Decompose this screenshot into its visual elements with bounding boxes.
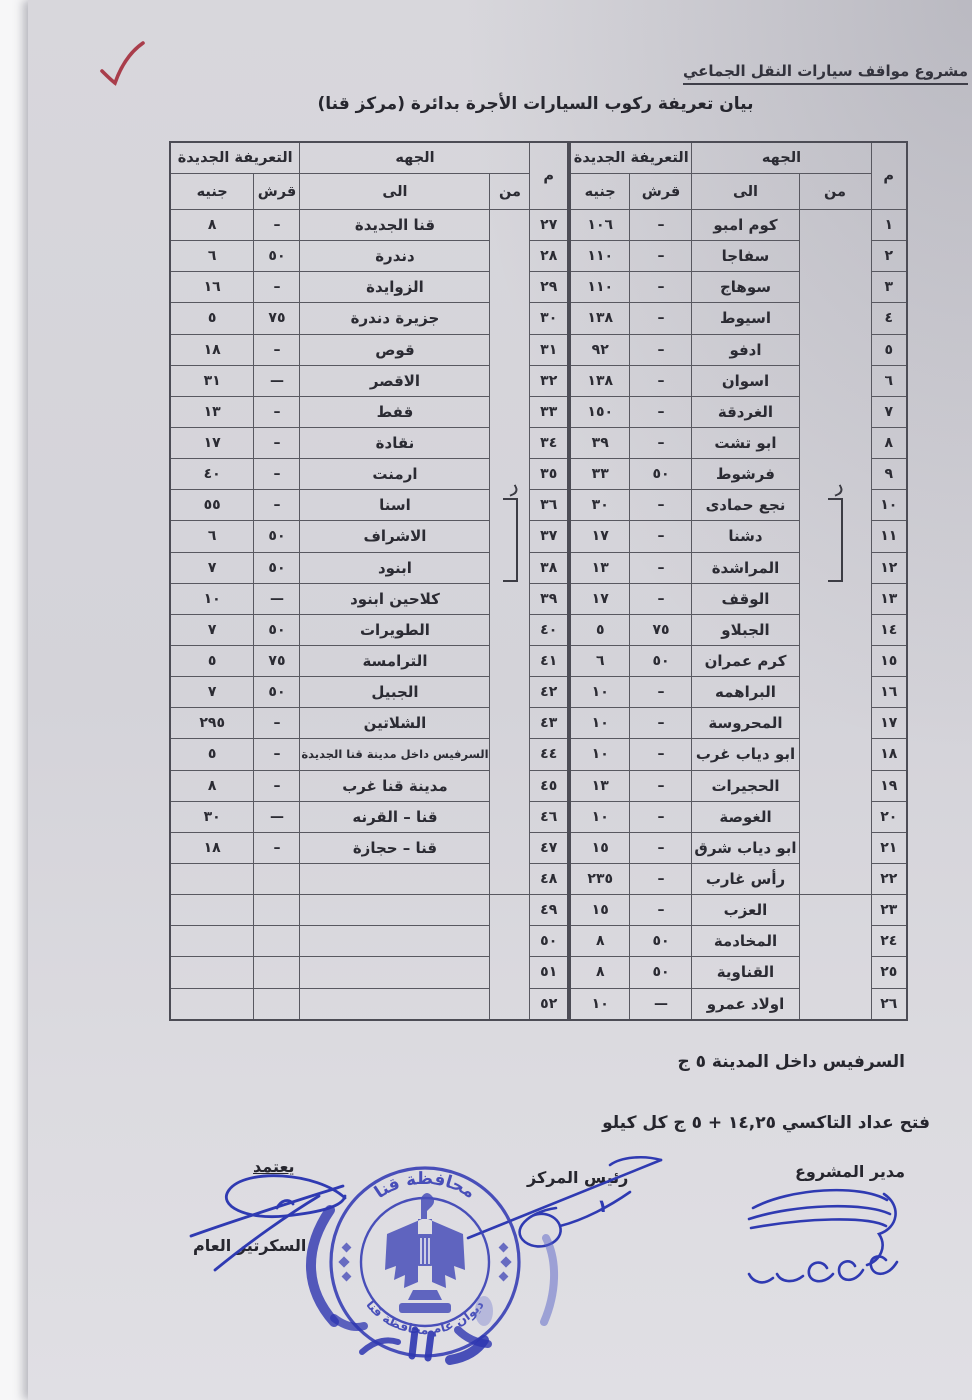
cell-no: ٤٣: [530, 708, 568, 739]
cell-to: [300, 895, 490, 926]
cell-to: ابو دياب شرق: [692, 832, 799, 863]
cell-qirsh: —: [630, 988, 692, 1020]
cell-no: ٢٤: [871, 926, 907, 957]
cell-no: ٤١: [530, 645, 568, 676]
cell-no: ٥١: [530, 957, 568, 988]
cell-to: الحجيرات: [692, 770, 799, 801]
cell-no: ١١: [871, 521, 907, 552]
cell-qirsh: ٥٠: [630, 459, 692, 490]
column-header-from: من: [490, 174, 530, 210]
cell-qirsh: ٧٥: [254, 303, 300, 334]
cell-qirsh: —: [254, 583, 300, 614]
cell-to: قنا – حجازة: [300, 832, 490, 863]
cell-to: قوص: [300, 334, 490, 365]
cell-no: ١٧: [871, 708, 907, 739]
cell-no: ٣٤: [530, 427, 568, 458]
handwritten-one-mark: ١: [597, 1196, 608, 1217]
cell-qirsh: –: [254, 490, 300, 521]
stamp-top-text: محافظة قنا: [370, 1168, 479, 1203]
cell-to: اولاد عمرو: [692, 988, 799, 1020]
cell-to: الجبيل: [300, 677, 490, 708]
cell-qirsh: –: [630, 521, 692, 552]
cell-to: مدينة قنا غرب: [300, 770, 490, 801]
secretary-general-label: السكرتير العام: [193, 1236, 307, 1255]
cell-no: ٧: [871, 396, 907, 427]
cell-pound: ١٠: [570, 677, 630, 708]
handwritten-bracket-mark: [503, 498, 518, 582]
cell-no: ١٤: [871, 614, 907, 645]
cell-from-merged: [799, 895, 871, 1020]
cell-qirsh: ٧٥: [254, 645, 300, 676]
fare-table-left-header: [170, 142, 568, 210]
cell-no: ٢٥: [871, 957, 907, 988]
column-header-direction: الجهه: [692, 142, 871, 174]
taxi-meter-note: فتح عداد التاكسي ١٤,٢٥ + ٥ ج كل كيلو: [602, 1113, 930, 1133]
cell-no: ١٩: [871, 770, 907, 801]
cell-pound: ٦: [170, 521, 254, 552]
cell-pound: ١٨: [170, 832, 254, 863]
cell-no: ٢٢: [871, 863, 907, 894]
cell-to: المراشدة: [692, 552, 799, 583]
cell-pound: ٦: [570, 645, 630, 676]
cell-no: ٢٣: [871, 895, 907, 926]
cell-to: الغوصة: [692, 801, 799, 832]
cell-no: ١٥: [871, 645, 907, 676]
column-header-qirsh: قرش: [630, 174, 692, 210]
cell-qirsh: [254, 988, 300, 1020]
cell-no: ٢: [871, 241, 907, 272]
approval-label: يعتمد: [253, 1157, 295, 1176]
cell-no: ٤٦: [530, 801, 568, 832]
cell-pound: ١١٠: [570, 241, 630, 272]
cell-pound: ١٣٨: [570, 303, 630, 334]
cell-pound: ٦: [170, 241, 254, 272]
cell-pound: ١٥٠: [570, 396, 630, 427]
cell-pound: ١٧: [570, 521, 630, 552]
project-manager-signature-ink: [735, 1178, 915, 1298]
cell-to: ارمنت: [300, 459, 490, 490]
cell-pound: ٥٥: [170, 490, 254, 521]
cell-to: السرفيس داخل مدينة قنا الجديدة: [300, 739, 490, 770]
cell-no: ٣٧: [530, 521, 568, 552]
cell-to: [300, 957, 490, 988]
column-header-to: الى: [692, 174, 799, 210]
cell-to: الوقف: [692, 583, 799, 614]
cell-to: رأس غارب: [692, 863, 799, 894]
cell-no: ٢٧: [530, 210, 568, 241]
cell-qirsh: –: [630, 708, 692, 739]
page-title: [313, 94, 758, 114]
cell-to: جزيرة دندرة: [300, 303, 490, 334]
cell-qirsh: ٥٠: [254, 241, 300, 272]
cell-qirsh: –: [254, 832, 300, 863]
cell-no: ٤: [871, 303, 907, 334]
column-header-pound: جنيه: [570, 174, 630, 210]
cell-to: قنا الجديدة: [300, 210, 490, 241]
stamp-bottom-text: ديوان عام محافظة قنا: [363, 1297, 487, 1338]
cell-qirsh: —: [254, 365, 300, 396]
cell-pound: [170, 926, 254, 957]
cell-no: ١٠: [871, 490, 907, 521]
ink-smudge-right: [536, 1232, 570, 1332]
cell-qirsh: –: [254, 770, 300, 801]
column-header-from: من: [799, 174, 871, 210]
cell-qirsh: —: [254, 801, 300, 832]
cell-qirsh: –: [254, 210, 300, 241]
cell-to: [300, 863, 490, 894]
cell-qirsh: [254, 926, 300, 957]
cell-qirsh: –: [254, 272, 300, 303]
cell-qirsh: –: [254, 396, 300, 427]
cell-qirsh: –: [630, 739, 692, 770]
cell-from-merged: [799, 210, 871, 895]
cell-no: ٢٦: [871, 988, 907, 1020]
cell-no: ٣١: [530, 334, 568, 365]
cell-qirsh: [254, 895, 300, 926]
cell-qirsh: ٥٠: [630, 957, 692, 988]
cell-qirsh: [254, 957, 300, 988]
cell-no: ٩: [871, 459, 907, 490]
cell-to: القناوية: [692, 957, 799, 988]
cell-to: المخادمة: [692, 926, 799, 957]
cell-to: دشنا: [692, 521, 799, 552]
cell-to: الطويرات: [300, 614, 490, 645]
column-header-new-tariff: التعريفة الجديدة: [570, 142, 692, 174]
cell-qirsh: ٥٠: [630, 645, 692, 676]
cell-pound: ١٠٦: [570, 210, 630, 241]
cell-qirsh: ٥٠: [630, 926, 692, 957]
cell-qirsh: –: [630, 583, 692, 614]
cell-no: ٢٠: [871, 801, 907, 832]
cell-no: ٣٦: [530, 490, 568, 521]
cell-pound: ٥: [170, 645, 254, 676]
column-header-to: الى: [300, 174, 490, 210]
cell-to: فرشوط: [692, 459, 799, 490]
cell-pound: ١٧: [170, 427, 254, 458]
cell-no: ١٢: [871, 552, 907, 583]
cell-qirsh: –: [630, 770, 692, 801]
cell-qirsh: –: [630, 490, 692, 521]
cell-no: ٢١: [871, 832, 907, 863]
cell-qirsh: –: [630, 832, 692, 863]
cell-pound: [170, 895, 254, 926]
cell-qirsh: –: [254, 459, 300, 490]
cell-qirsh: –: [630, 895, 692, 926]
cell-to: كرم عمران: [692, 645, 799, 676]
cell-pound: ٤٠: [170, 459, 254, 490]
cell-no: ١٣: [871, 583, 907, 614]
cell-to: اسنا: [300, 490, 490, 521]
table-row: [170, 210, 568, 241]
cell-qirsh: ٥٠: [254, 552, 300, 583]
cell-pound: ١٧: [570, 583, 630, 614]
cell-pound: ٥: [170, 303, 254, 334]
cell-to: سفاجا: [692, 241, 799, 272]
cell-no: ٢٩: [530, 272, 568, 303]
cell-to: ابو دياب غرب: [692, 739, 799, 770]
cell-no: ٣٩: [530, 583, 568, 614]
column-header-number: م: [530, 142, 568, 210]
cell-to: كوم امبو: [692, 210, 799, 241]
cell-to: سوهاج: [692, 272, 799, 303]
cell-pound: ٣٠: [570, 490, 630, 521]
cell-pound: ٨: [570, 926, 630, 957]
cell-qirsh: ٥٠: [254, 677, 300, 708]
cell-pound: ١١٠: [570, 272, 630, 303]
cell-no: ٣٣: [530, 396, 568, 427]
cell-to: الزوايدة: [300, 272, 490, 303]
cell-no: ٥٠: [530, 926, 568, 957]
cell-to: دندرة: [300, 241, 490, 272]
cell-to: الاقصر: [300, 365, 490, 396]
column-header-number: م: [871, 142, 907, 210]
center-head-label: رئيس المركز: [527, 1168, 629, 1187]
handwritten-bracket-mark: [828, 498, 843, 582]
cell-pound: ٧: [170, 552, 254, 583]
cell-pound: ١٣٨: [570, 365, 630, 396]
cell-no: ١٨: [871, 739, 907, 770]
cell-qirsh: ٥٠: [254, 521, 300, 552]
cell-pound: ١٠: [570, 739, 630, 770]
cell-no: ١٦: [871, 677, 907, 708]
red-checkmark: [95, 40, 147, 94]
scanned-document-page: [28, 0, 972, 1400]
cell-pound: ١٠: [570, 708, 630, 739]
cell-to: البراهمه: [692, 677, 799, 708]
table-row: [570, 210, 907, 241]
cell-pound: ٩٢: [570, 334, 630, 365]
cell-qirsh: ٥٠: [254, 614, 300, 645]
cell-pound: ٣٠: [170, 801, 254, 832]
cell-to: الجبلاو: [692, 614, 799, 645]
cell-to: نقادة: [300, 427, 490, 458]
cell-pound: ٨: [570, 957, 630, 988]
cell-pound: ١٠: [170, 583, 254, 614]
column-header-new-tariff: التعريفة الجديدة: [170, 142, 300, 174]
cell-to: العزب: [692, 895, 799, 926]
cell-pound: ١٥: [570, 895, 630, 926]
cell-no: ٣: [871, 272, 907, 303]
fare-table-left-body: [170, 210, 568, 1021]
cell-to: اسوان: [692, 365, 799, 396]
cell-to: قفط: [300, 396, 490, 427]
fare-table-right: [569, 141, 908, 1021]
cell-pound: ٧: [170, 677, 254, 708]
cell-to: الشلاتين: [300, 708, 490, 739]
cell-no: ٣٥: [530, 459, 568, 490]
cell-qirsh: –: [630, 303, 692, 334]
cell-pound: ١٨: [170, 334, 254, 365]
project-manager-label: مدير المشروع: [794, 1162, 905, 1181]
cell-pound: ١٦: [170, 272, 254, 303]
cell-no: ٤٠: [530, 614, 568, 645]
cell-pound: ٨: [170, 770, 254, 801]
cell-from-merged: [490, 895, 530, 1020]
cell-no: ٥٢: [530, 988, 568, 1020]
cell-no: ٣٢: [530, 365, 568, 396]
cell-to: الاشراف: [300, 521, 490, 552]
cell-to: نجع حمادى: [692, 490, 799, 521]
cell-pound: ٣٩: [570, 427, 630, 458]
cell-pound: ٣٣: [570, 459, 630, 490]
cell-no: ١: [871, 210, 907, 241]
cell-to: [300, 988, 490, 1020]
cell-qirsh: –: [630, 677, 692, 708]
cell-pound: ١٠: [570, 801, 630, 832]
cell-to: ابو تشت: [692, 427, 799, 458]
cell-qirsh: –: [630, 334, 692, 365]
cell-to: المحروسة: [692, 708, 799, 739]
cell-qirsh: –: [254, 739, 300, 770]
cell-qirsh: –: [630, 863, 692, 894]
cell-to: الغردقة: [692, 396, 799, 427]
cell-no: ٦: [871, 365, 907, 396]
cell-qirsh: –: [254, 334, 300, 365]
cell-pound: ٨: [170, 210, 254, 241]
cell-no: ٤٥: [530, 770, 568, 801]
fare-table-right-header: [570, 142, 907, 210]
cell-no: ٤٩: [530, 895, 568, 926]
cell-qirsh: –: [630, 801, 692, 832]
table-row: [570, 895, 907, 926]
cell-no: ٤٤: [530, 739, 568, 770]
cell-no: ٣٨: [530, 552, 568, 583]
cell-to: كلاحين ابنود: [300, 583, 490, 614]
cell-pound: [170, 957, 254, 988]
page-title-text: بيان تعريفة ركوب السيارات الأجرة بدائرة: [404, 94, 754, 114]
cell-pound: ٣١: [170, 365, 254, 396]
ink-marks-below-stamp: [350, 1316, 510, 1368]
cell-pound: ١٣: [570, 552, 630, 583]
fare-tables: [173, 141, 908, 1023]
cell-pound: ١٠: [570, 988, 630, 1020]
cell-qirsh: –: [254, 427, 300, 458]
cell-qirsh: –: [630, 241, 692, 272]
cell-no: ٤٧: [530, 832, 568, 863]
service-inside-city-note: السرفيس داخل المدينة ٥ ج: [677, 1052, 905, 1072]
column-header-direction: الجهه: [300, 142, 530, 174]
cell-pound: ٥: [170, 739, 254, 770]
cell-pound: ٧: [170, 614, 254, 645]
cell-qirsh: –: [630, 210, 692, 241]
column-header-pound: جنيه: [170, 174, 254, 210]
cell-pound: ١٣: [570, 770, 630, 801]
cell-qirsh: ٧٥: [630, 614, 692, 645]
cell-from-merged: [490, 210, 530, 895]
cell-no: ٤٨: [530, 863, 568, 894]
cell-pound: ١٣: [170, 396, 254, 427]
cell-qirsh: –: [630, 272, 692, 303]
cell-pound: [170, 863, 254, 894]
cell-qirsh: –: [630, 552, 692, 583]
cell-to: قنا – القرنه: [300, 801, 490, 832]
cell-no: ٨: [871, 427, 907, 458]
cell-pound: ١٥: [570, 832, 630, 863]
cell-no: ٢٨: [530, 241, 568, 272]
cell-qirsh: [254, 863, 300, 894]
table-row: [170, 895, 568, 926]
cell-pound: ٢٣٥: [570, 863, 630, 894]
cell-qirsh: –: [630, 365, 692, 396]
project-header-line: مشروع مواقف سيارات النقل الجماعي: [683, 62, 968, 85]
cell-no: ٣٠: [530, 303, 568, 334]
fare-table-right-body: [570, 210, 907, 1021]
cell-pound: ٢٩٥: [170, 708, 254, 739]
cell-pound: [170, 988, 254, 1020]
cell-to: ادفو: [692, 334, 799, 365]
page-title-district: (مركز قنا): [317, 94, 405, 114]
cell-no: ٤٢: [530, 677, 568, 708]
cell-pound: ٥: [570, 614, 630, 645]
cell-to: الترامسة: [300, 645, 490, 676]
fare-table-left: [169, 141, 569, 1021]
column-header-qirsh: قرش: [254, 174, 300, 210]
cell-qirsh: –: [630, 427, 692, 458]
cell-to: [300, 926, 490, 957]
cell-qirsh: –: [630, 396, 692, 427]
cell-qirsh: –: [254, 708, 300, 739]
cell-to: اسيوط: [692, 303, 799, 334]
cell-no: ٥: [871, 334, 907, 365]
cell-to: ابنود: [300, 552, 490, 583]
